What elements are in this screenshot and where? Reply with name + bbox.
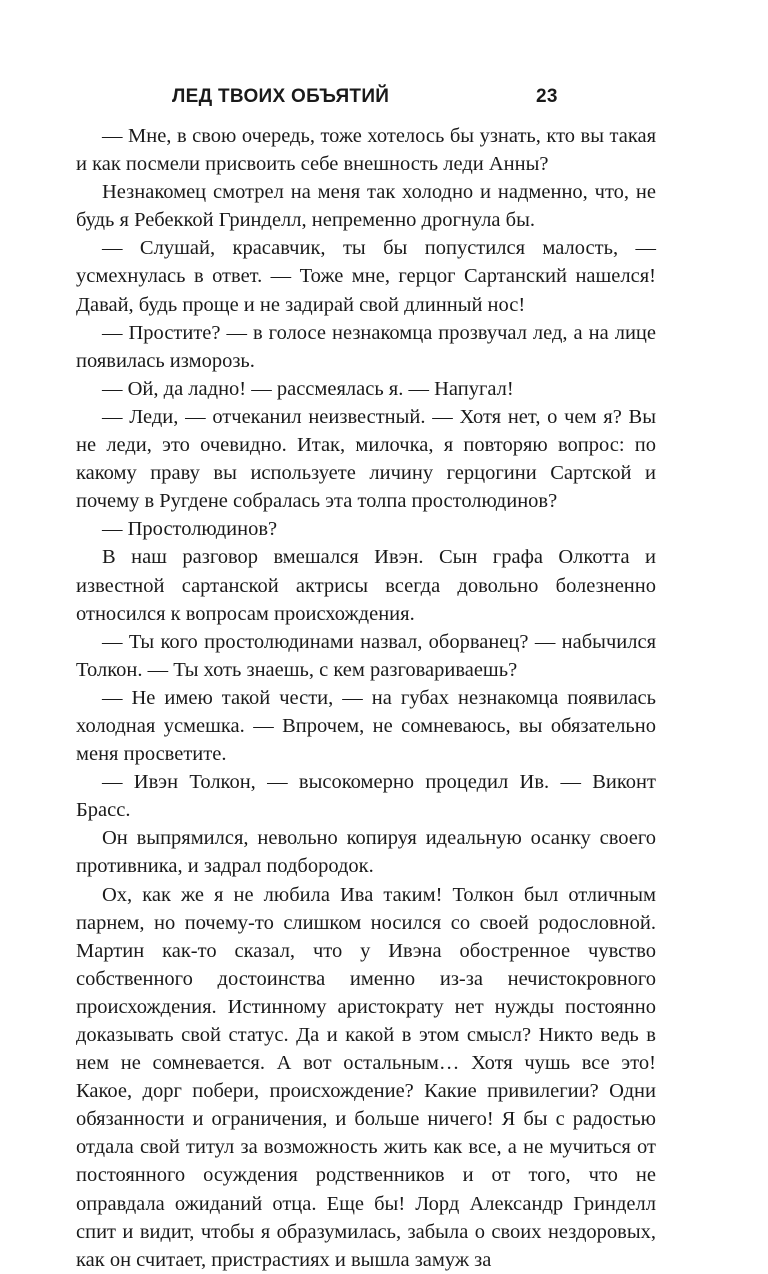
running-title: ЛЕД ТВОИХ ОБЪЯТИЙ	[172, 86, 390, 107]
paragraph: — Ой, да ладно! — рассмеялась я. — Напугал!	[102, 377, 514, 400]
body-text	[76, 122, 656, 1274]
paragraph: — Леди, — отчеканил неизвестный. — Хотя нет, о чем я? Вы не леди, это очевидно. Итак, милочка, я повторяю вопрос: по какому праву вы используете личину герцогини Сартской и почему в Ругдене собралась эта толпа простолюдинов?	[76, 405, 656, 513]
paragraph: Ох, как же я не любила Ива таким! Толкон был отличным парнем, но почему-то слишком носился со своей родословной. Мартин как-то сказал, что у Ивэна обостренное чувство собственного достоинства именно из-за нечистокровного происхождения. Истинному аристократу нет нужды постоянно доказывать свой статус. Да и какой в этом смысл? Никто ведь в нем не сомневается. А вот остальным… Хотя чушь все это! Какое, дорг побери, происхождение? Какие привилегии? Одни обязанности и ограничения, и больше ничего! Я бы с радостью отдала свой титул за возможность жить как все, а не мучиться от постоянного осуждения родственников и от того, что не оправдала ожиданий отца. Еще бы! Лорд Александр Гринделл спит и видит, чтобы я образумилась, забыла о своих нездоровых, как он считает, пристрастиях и вышла замуж за	[76, 883, 656, 1271]
paragraph: — Простолюдинов?	[102, 518, 278, 541]
paragraph: — Ивэн Толкон, — высокомерно процедил Ив. — Виконт Брасс.	[76, 771, 656, 822]
paragraph: Он выпрямился, невольно копируя идеальную осанку своего противника, и задрал подбородок.	[76, 827, 656, 878]
paragraph: Незнакомец смотрел на меня так холодно и надменно, что, не будь я Ребеккой Гринделл, непременно дрогнула бы.	[76, 181, 656, 232]
paragraph: — Мне, в свою очередь, тоже хотелось бы узнать, кто вы такая и как посмели присвоить себе внешность леди Анны?	[76, 125, 656, 176]
paragraph: — Слушай, красавчик, ты бы попустился малость, — усмехнулась в ответ. — Тоже мне, герцог Сартанский нашелся! Давай, будь проще и не задирай свой длинный нос!	[76, 237, 656, 316]
paragraph: В наш разговор вмешался Ивэн. Сын графа Олкотта и известной сартанской актрисы всегда довольно болезненно относился к вопросам происхождения.	[76, 546, 656, 625]
page-header	[76, 82, 656, 122]
paragraph: — Простите? — в голосе незнакомца прозвучал лед, а на лице появилась изморозь.	[76, 321, 656, 372]
book-page	[76, 82, 656, 1271]
page-number: 23	[536, 86, 558, 107]
paragraph: — Ты кого простолюдинами назвал, оборванец? — набычился Толкон. — Ты хоть знаешь, с кем разговариваешь?	[76, 630, 656, 681]
paragraph: — Не имею такой чести, — на губах незнакомца появилась холодная усмешка. — Впрочем, не сомневаюсь, вы обязательно меня просветите.	[76, 686, 656, 766]
